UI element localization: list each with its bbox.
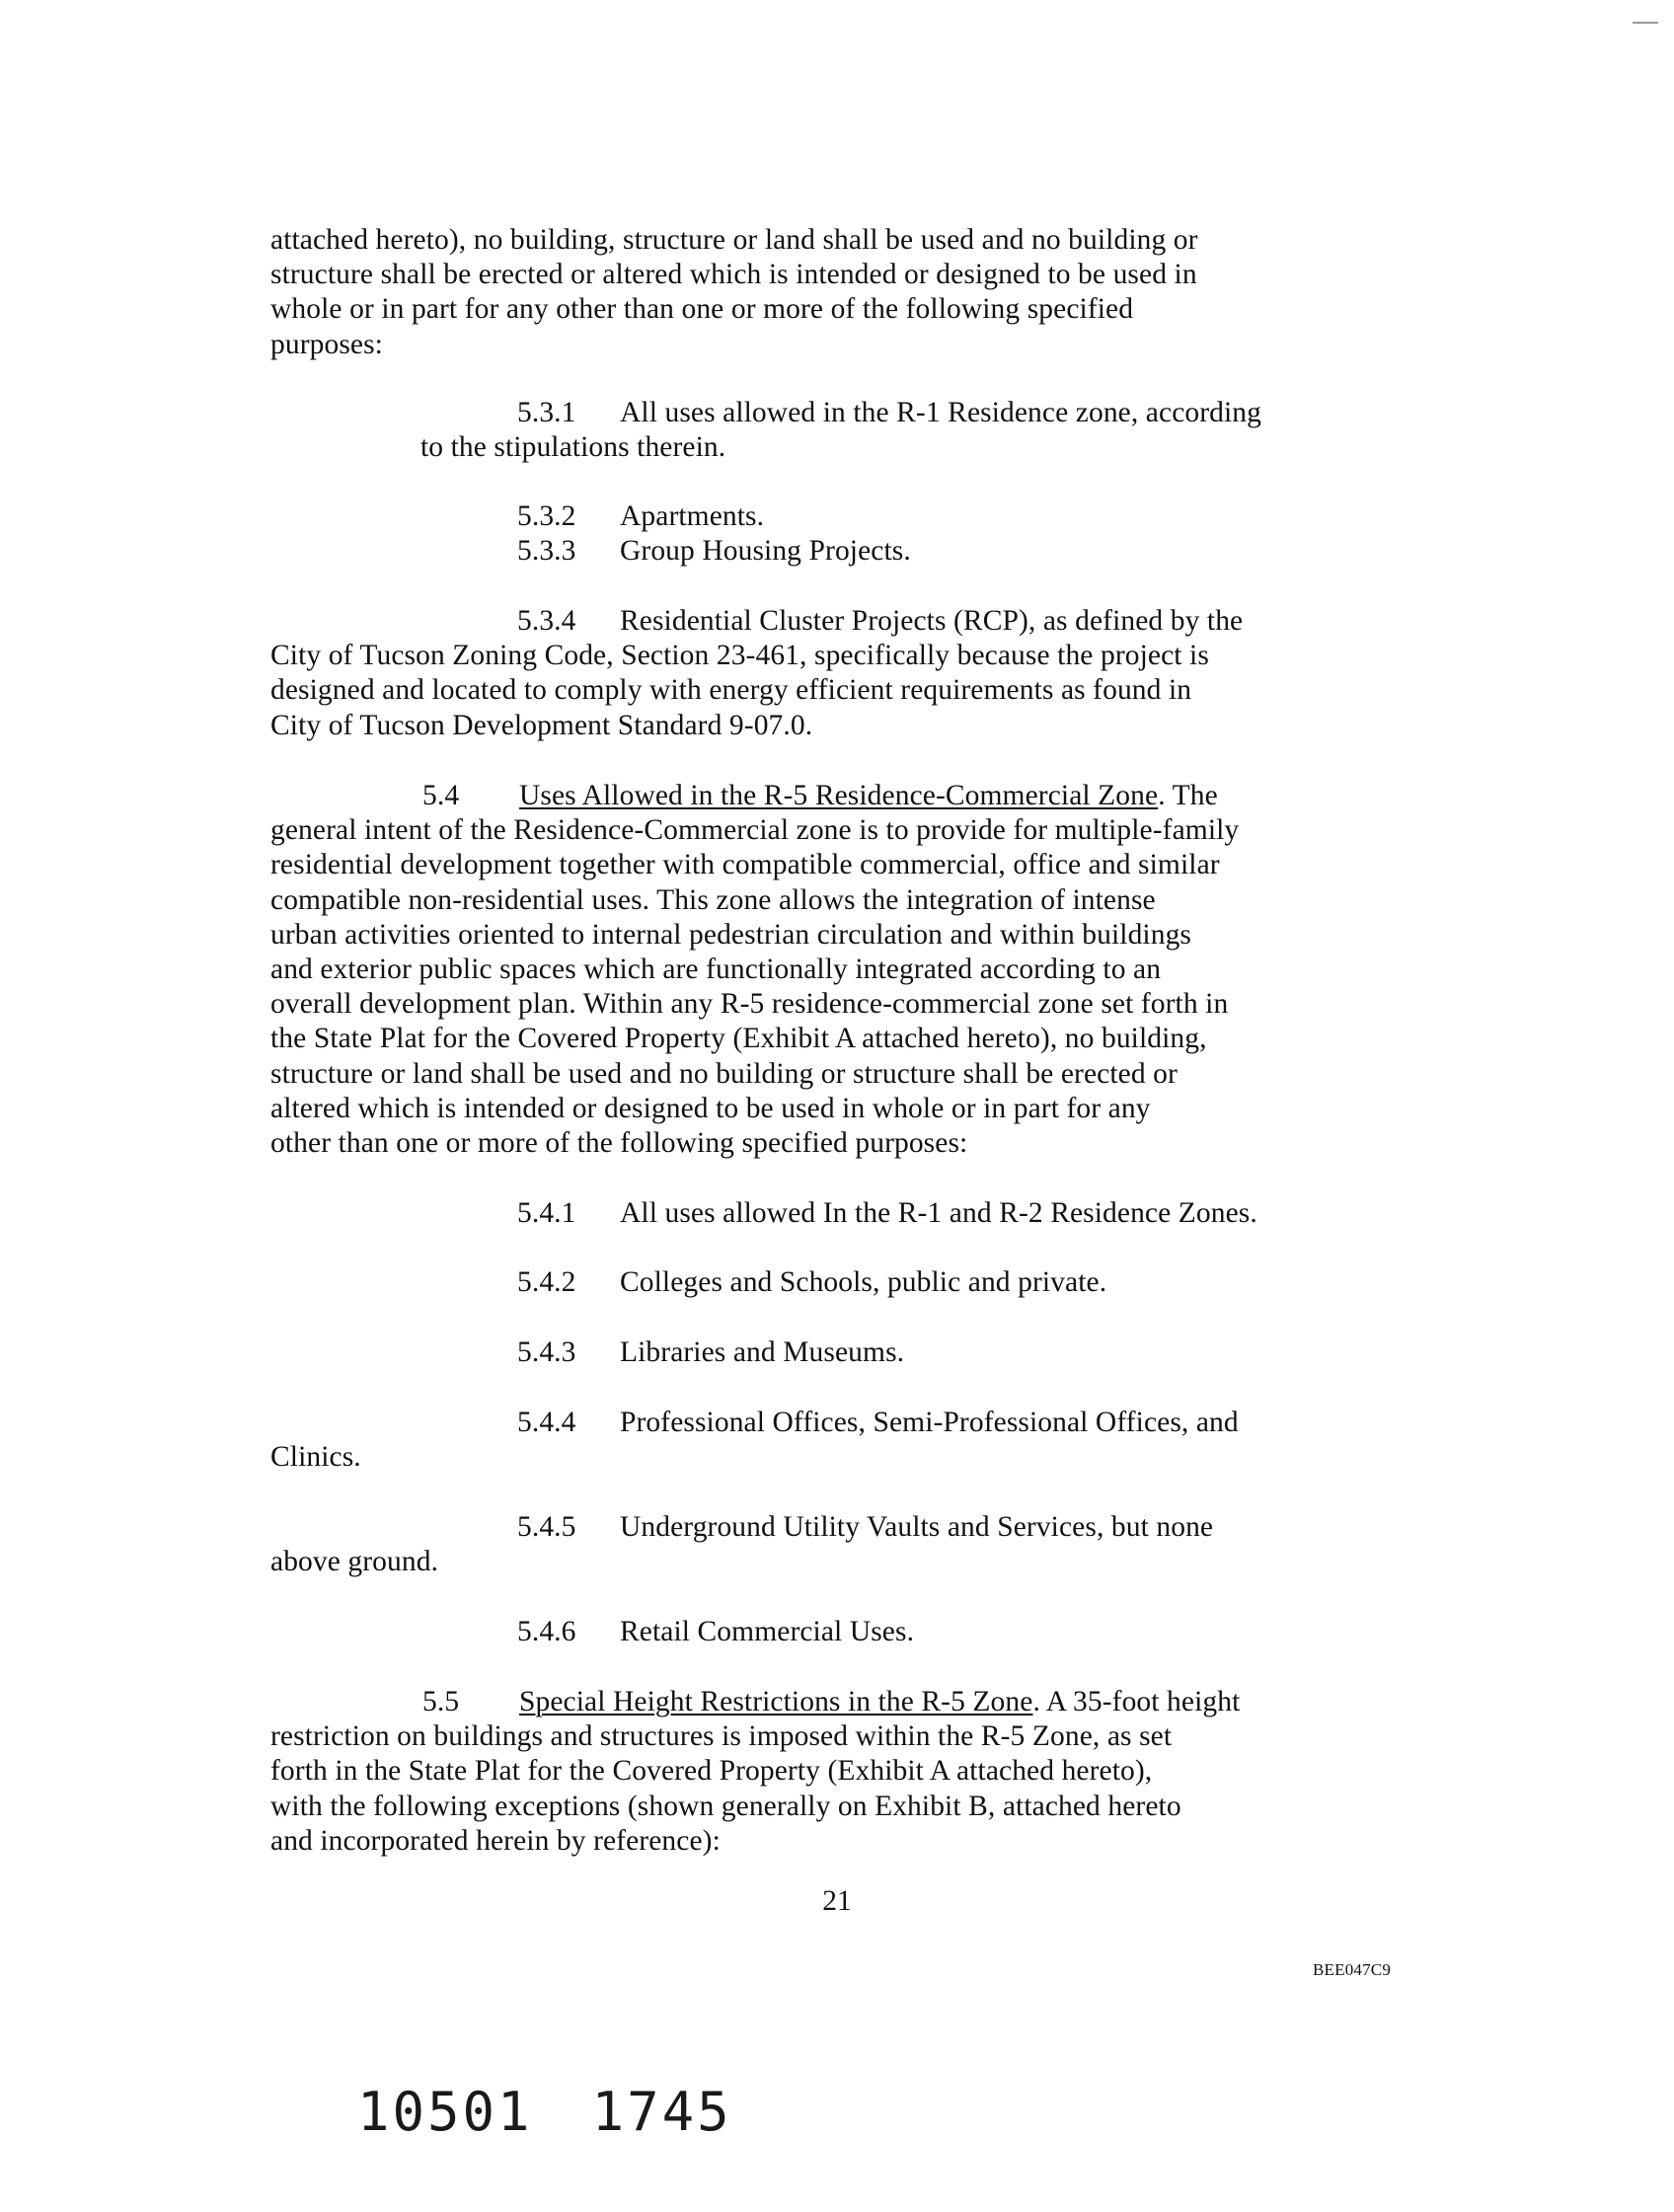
text-line: overall development plan. Within any R-5 residence-commercial zone set forth in [270, 988, 1229, 1021]
item-text: Underground Utility Vaults and Services, but none [620, 1511, 1214, 1543]
scan-mark [1633, 22, 1658, 24]
page-number: 21 [822, 1885, 852, 1917]
section-5-4 [270, 779, 1415, 1161]
section-heading-tail: . The [1158, 780, 1218, 811]
text-line: structure or land shall be used and no building or structure shall be erected or [270, 1057, 1178, 1090]
item-number: 5.4.5 [517, 1511, 576, 1543]
recording-stamp [357, 2081, 732, 2143]
text-line: and exterior public spaces which are functionally integrated according to an [270, 953, 1162, 986]
text-line: restriction on buildings and structures is imposed within the R-5 Zone, as set [270, 1720, 1173, 1753]
text-line: attached hereto), no building, structure or land shall be used and no building or [270, 224, 1198, 256]
text-line: structure shall be erected or altered which is intended or designed to be used in [270, 259, 1197, 291]
item-text: Colleges and Schools, public and private. [620, 1266, 1107, 1298]
item-5-3-1 [270, 396, 1415, 465]
item-number: 5.4.1 [517, 1197, 576, 1229]
text-line: with the following exceptions (shown generally on Exhibit B, attached hereto [270, 1790, 1181, 1822]
text-line: compatible non-residential uses. This zone allows the integration of intense [270, 883, 1156, 916]
item-text: Apartments. [620, 500, 765, 532]
item-number: 5.3.1 [517, 397, 576, 428]
section-heading: Special Height Restrictions in the R-5 Zone [519, 1686, 1033, 1717]
text-line: whole or in part for any other than one or more of the following specified [270, 293, 1134, 326]
text-line: City of Tucson Development Standard 9-07.0. [270, 709, 813, 741]
item-5-4-2 [270, 1265, 1415, 1300]
item-5-4-5 [270, 1510, 1415, 1579]
item-text: Group Housing Projects. [620, 535, 911, 568]
text-line: altered which is intended or designed to be used in whole or in part for any [270, 1092, 1151, 1124]
item-5-4-1 [270, 1196, 1415, 1231]
text-line: urban activities oriented to internal pedestrian circulation and within buildings [270, 918, 1191, 951]
item-text-continued: above ground. [270, 1546, 439, 1578]
item-text-continued: Clinics. [270, 1441, 361, 1474]
text-line: the State Plat for the Covered Property (Exhibit A attached hereto), no building, [270, 1023, 1207, 1055]
section-number: 5.5 [422, 1686, 460, 1717]
text-line: City of Tucson Zoning Code, Section 23-461, specifically because the project is [270, 640, 1209, 672]
item-text: Residential Cluster Projects (RCP), as defined by the [620, 605, 1244, 637]
item-number: 5.4.4 [517, 1407, 576, 1438]
item-number: 5.4.6 [517, 1616, 576, 1647]
item-number: 5.4.3 [517, 1336, 576, 1368]
section-5-5 [270, 1685, 1415, 1859]
item-5-4-6 [270, 1615, 1415, 1649]
item-text: All uses allowed in the R-1 Residence zone, according [620, 397, 1262, 428]
item-text: Libraries and Museums. [620, 1336, 905, 1368]
paragraph-continuation [270, 223, 1415, 362]
item-5-4-3 [270, 1335, 1415, 1370]
recording-page: 1745 [591, 2081, 732, 2143]
item-text-continued: to the stipulations therein. [420, 431, 726, 464]
text-line: and incorporated herein by reference): [270, 1824, 721, 1857]
recording-docket: 10501 [357, 2081, 533, 2143]
section-heading-tail: . A 35-foot height [1032, 1686, 1241, 1717]
item-number: 5.3.4 [517, 605, 576, 637]
section-number: 5.4 [422, 780, 460, 811]
item-number: 5.3.3 [517, 535, 576, 568]
text-line: other than one or more of the following specified purposes: [270, 1127, 968, 1160]
item-text: Retail Commercial Uses. [620, 1616, 915, 1647]
text-line: purposes: [270, 328, 383, 360]
text-line: general intent of the Residence-Commercial zone is to provide for multiple-family [270, 814, 1240, 847]
item-number: 5.3.2 [517, 500, 576, 532]
item-text: Professional Offices, Semi-Professional Offices, and [620, 1407, 1239, 1438]
item-5-3-4 [270, 604, 1415, 743]
item-text: All uses allowed In the R-1 and R-2 Residence Zones. [620, 1197, 1257, 1229]
item-5-3-3 [270, 534, 1415, 569]
item-number: 5.4.2 [517, 1266, 576, 1298]
section-heading: Uses Allowed in the R-5 Residence-Commercial Zone [519, 780, 1159, 811]
item-5-4-4 [270, 1406, 1415, 1475]
text-line: residential development together with compatible commercial, office and similar [270, 849, 1220, 881]
item-5-3-2 [270, 499, 1415, 534]
items-5-3-2-to-5-3-3 [270, 499, 1415, 569]
text-line: forth in the State Plat for the Covered Property (Exhibit A attached hereto), [270, 1755, 1153, 1788]
document-code: BEE047C9 [1313, 1960, 1392, 1979]
text-line: designed and located to comply with energy efficient requirements as found in [270, 674, 1192, 707]
